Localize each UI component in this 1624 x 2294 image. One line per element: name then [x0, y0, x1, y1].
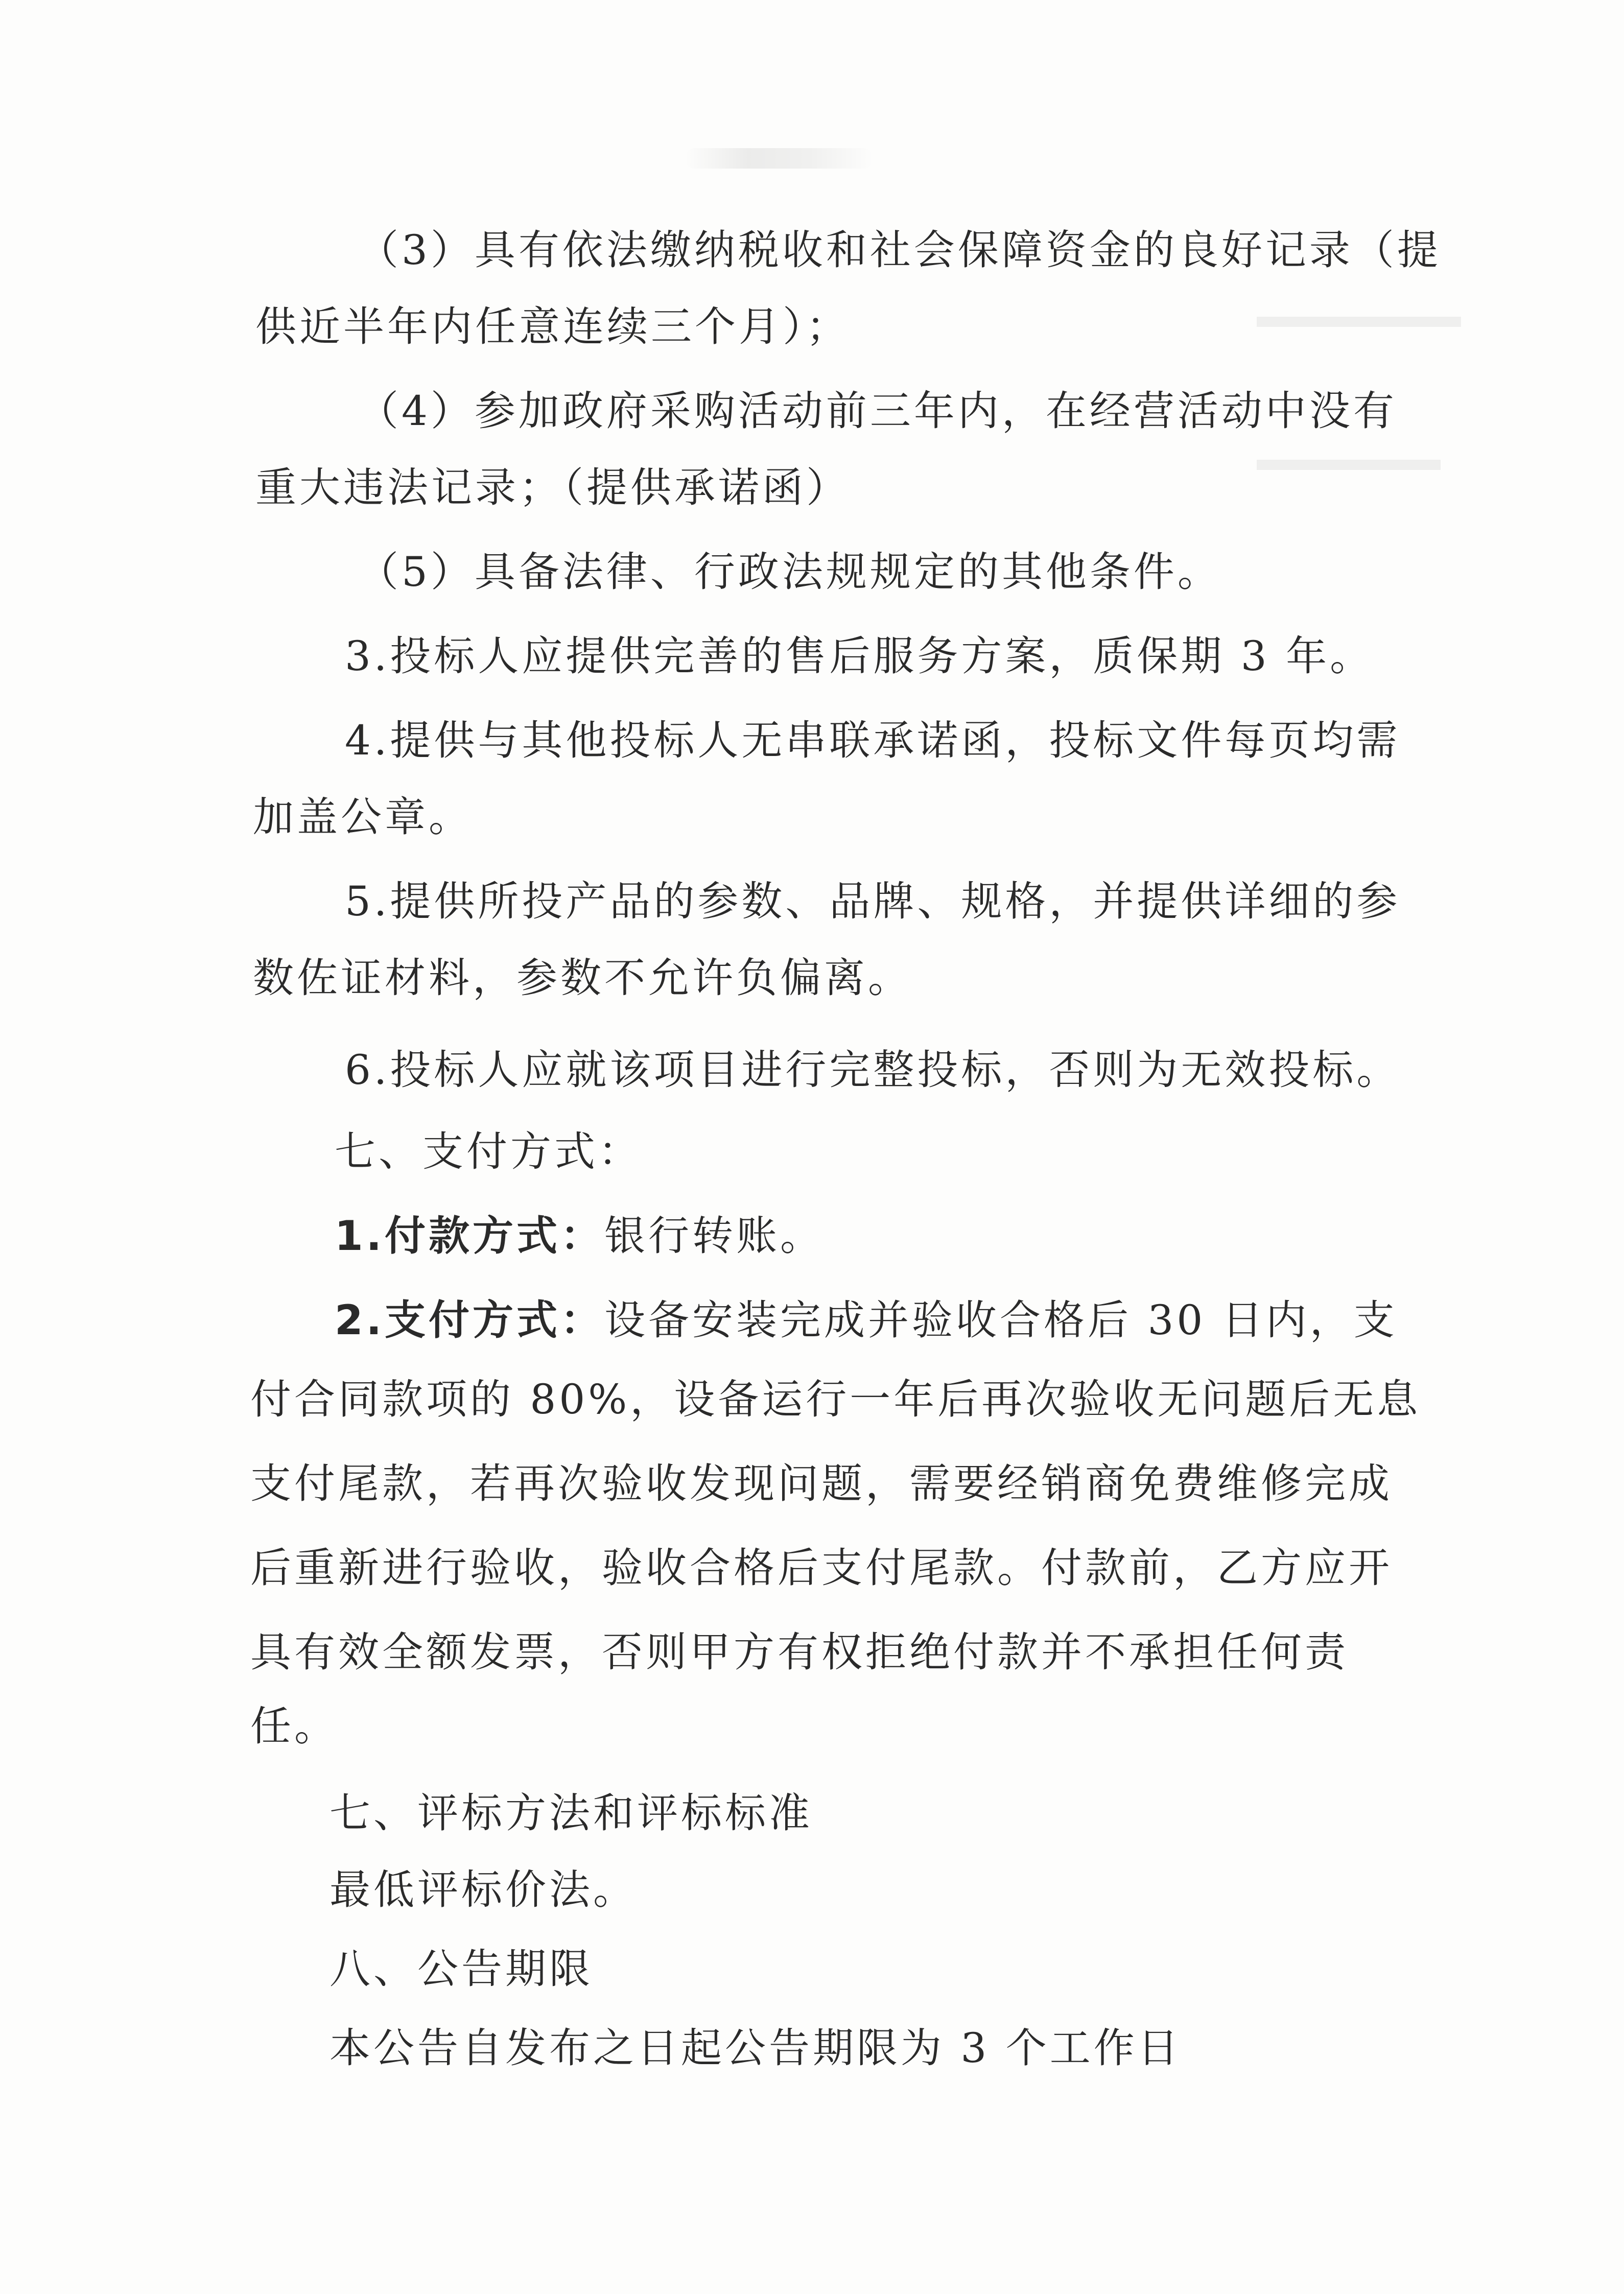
body-line: 6.投标人应就该项目进行完整投标，否则为无效投标。 [345, 1046, 1401, 1094]
body-line: 供近半年内任意连续三个月）； [255, 303, 850, 350]
payment-method-value: 银行转账。 [604, 1212, 825, 1260]
bleed-through-mark [1257, 317, 1461, 327]
scan-header-smudge [685, 148, 874, 169]
body-line: 4.提供与其他投标人无串联承诺函，投标文件每页均需 [345, 717, 1401, 764]
payment-terms-line [335, 1295, 1398, 1346]
notice-text: 本公告自发布之日起公告期限为 3 个工作日 [329, 2024, 1182, 2072]
payment-terms-line: 付合同款项的 80%，设备运行一年后再次验收无问题后无息 [250, 1376, 1421, 1423]
payment-terms-line: 任。 [250, 1702, 338, 1750]
body-line: 3.投标人应提供完善的售后服务方案，质保期 3 年。 [345, 632, 1374, 680]
payment-terms-line: 支付尾款，若再次验收发现问题，需要经销商免费维修完成 [250, 1460, 1393, 1507]
body-line: 数佐证材料，参数不允许负偏离。 [253, 954, 912, 1002]
bleed-through-mark [1257, 460, 1441, 470]
body-line: （4）参加政府采购活动前三年内，在经营活动中没有 [358, 387, 1397, 435]
payment-heading: 七、支付方式： [335, 1128, 642, 1175]
payment-terms-label: 2.支付方式： [335, 1296, 605, 1344]
body-line: （5）具备法律、行政法规规定的其他条件。 [358, 548, 1221, 596]
notice-heading: 八、公告期限 [329, 1945, 593, 1993]
body-line: 重大违法记录；（提供承诺函） [255, 464, 850, 511]
body-line: 5.提供所投产品的参数、品牌、规格，并提供详细的参 [345, 878, 1401, 925]
payment-method-line [335, 1211, 824, 1262]
payment-terms-first: 设备安装完成并验收合格后 30 日内，支 [604, 1296, 1398, 1344]
evaluation-heading: 七、评标方法和评标标准 [329, 1789, 813, 1837]
body-line: 加盖公章。 [253, 793, 473, 841]
payment-terms-line: 后重新进行验收，验收合格后支付尾款。付款前，乙方应开 [250, 1544, 1393, 1592]
body-line: （3）具有依法缴纳税收和社会保障资金的良好记录（提 [358, 226, 1441, 274]
payment-method-label: 1.付款方式： [335, 1212, 605, 1260]
evaluation-text: 最低评标价法。 [329, 1866, 637, 1913]
payment-terms-line: 具有效全额发票，否则甲方有权拒绝付款并不承担任何责 [250, 1628, 1349, 1676]
